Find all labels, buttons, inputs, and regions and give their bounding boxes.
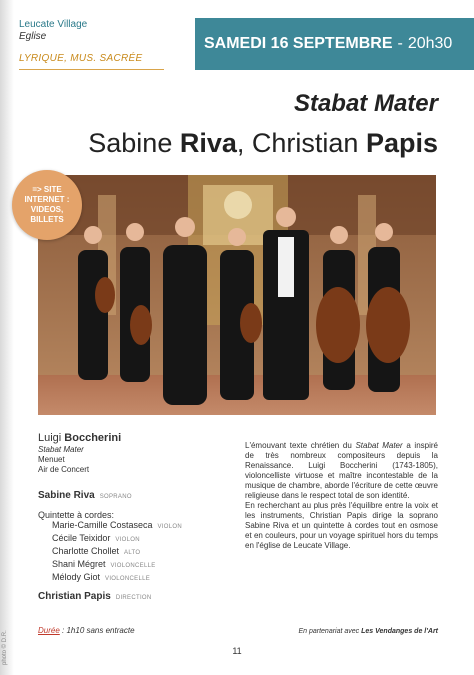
website-badge-link[interactable]	[12, 170, 82, 240]
quintet-member	[52, 546, 228, 559]
photo-credit: photo © D.R.	[2, 630, 8, 665]
date-banner	[195, 18, 474, 70]
member-name: Cécile Teixidor	[52, 533, 111, 543]
artist-separator: ,	[236, 128, 252, 158]
director-role: DIRECTION	[115, 595, 152, 601]
quintet-member	[52, 520, 228, 533]
composer-given: Luigi	[38, 432, 65, 444]
website-badge-text: => SITE INTERNET : VIDEOS, BILLETS	[24, 185, 70, 224]
event-time-separator: -	[397, 35, 403, 52]
ensemble-photo-illustration	[38, 175, 436, 415]
member-instrument: VIOLON	[157, 524, 183, 530]
genre-divider	[19, 69, 164, 70]
description-paragraph-1	[245, 441, 438, 501]
event-day: SAMEDI 16 SEPTEMBRE	[204, 35, 393, 52]
venue	[19, 19, 87, 43]
venue-city: Leucate Village	[19, 19, 88, 30]
event-time: 20h30	[407, 35, 453, 52]
description-paragraph-2: En recherchant au plus près l'équilibre entre la voix et les instruments, Christian Papis dirige la soprano Sabine Riva et un quintette à cordes tout en osmose et en couleurs, pour un voyage spirituel hors du temps en l'église de Leucate Village.	[245, 501, 438, 550]
page-number: 11	[232, 646, 242, 656]
page-edge-shadow	[0, 0, 14, 675]
quintet-member	[52, 533, 228, 546]
partner-prefix: En partenariat avec	[298, 628, 362, 635]
artist-1-family: Riva	[179, 128, 237, 158]
artist-2-given: Christian	[251, 128, 366, 158]
artist-1-given: Sabine	[88, 128, 180, 158]
work-item: Air de Concert	[38, 465, 90, 474]
description-text: L'émouvant texte chrétien du	[245, 441, 356, 450]
member-name: Mélody Giot	[52, 572, 101, 582]
soloist-role: SOPRANO	[99, 494, 132, 500]
concert-title: Stabat Mater	[293, 90, 438, 117]
soloist	[38, 490, 228, 501]
description-text: a inspiré de très nombreux compositeurs depuis la Renaissance. Luigi Boccherini (1743-1805), violoncelliste virtuose et maître incontestable de la musique de chambre, aborde l'écriture de cette œuvre religieuse dans le respect total de son identité.	[245, 441, 438, 500]
genre-label: LYRIQUE, MUS. SACRÉE	[19, 53, 143, 64]
member-instrument: ALTO	[124, 550, 141, 556]
partner-name: Les Vendanges de l'Art	[361, 628, 438, 635]
ensemble-photo	[38, 175, 436, 415]
venue-place: Eglise	[19, 31, 47, 42]
description	[245, 441, 438, 551]
member-name: Charlotte Chollet	[52, 546, 120, 556]
composer-family: Boccherini	[64, 432, 122, 444]
work-item: Menuet	[38, 455, 65, 464]
partner-credit	[298, 628, 438, 635]
duration-value: : 1h10 sans entracte	[59, 626, 135, 635]
member-instrument: VIOLONCELLE	[110, 563, 156, 569]
artists-line	[88, 128, 438, 159]
member-name: Marie-Camille Costaseca	[52, 520, 153, 530]
member-instrument: VIOLON	[115, 537, 140, 543]
composer	[38, 432, 228, 445]
soloist-name: Sabine Riva	[38, 490, 95, 501]
work-item: Stabat Mater	[38, 445, 84, 454]
quintet-member	[52, 559, 228, 572]
director	[38, 591, 228, 602]
member-name: Shani Mégret	[52, 559, 106, 569]
description-work-title: Stabat Mater	[355, 441, 403, 450]
quintet-heading: Quintette à cordes:	[38, 510, 115, 520]
duration-label: Durée	[38, 626, 60, 635]
quintet-member	[52, 572, 228, 585]
artist-2-family: Papis	[365, 128, 438, 158]
duration	[38, 626, 135, 635]
director-name: Christian Papis	[38, 591, 111, 602]
member-instrument: VIOLONCELLE	[105, 576, 151, 582]
program-column	[38, 432, 228, 602]
